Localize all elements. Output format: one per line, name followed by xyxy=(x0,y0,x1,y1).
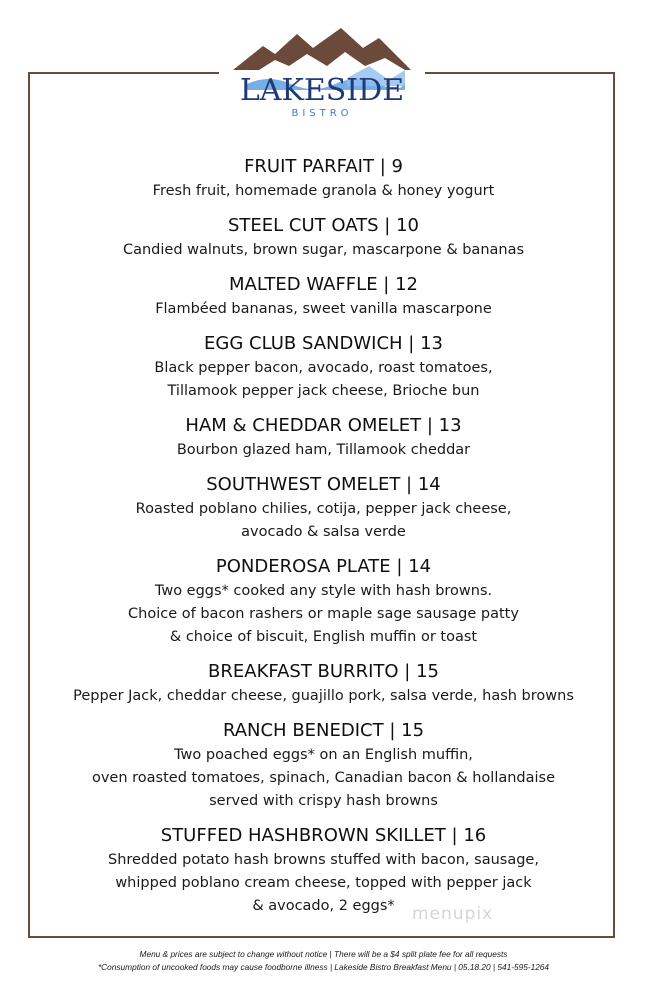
menu-item-title xyxy=(0,272,647,298)
menu-item-description: Bourbon glazed ham, Tillamook cheddar xyxy=(176,442,471,458)
price-separator: | xyxy=(402,333,421,354)
price-separator: | xyxy=(445,825,464,846)
price-separator: | xyxy=(378,215,397,236)
menu-item-name: MALTED WAFFLE xyxy=(228,274,378,295)
menu-item-price: 15 xyxy=(416,661,439,682)
menu-item-description: Flambéed bananas, sweet vanilla mascarpone xyxy=(155,301,492,317)
menu-item-description: Shredded potato hash browns stuffed with bacon, sausage, xyxy=(108,852,539,868)
menu-item-price: 13 xyxy=(438,415,462,436)
menu-item-title xyxy=(0,413,647,439)
price-separator: | xyxy=(373,156,392,177)
price-separator: | xyxy=(390,556,409,577)
menu-item xyxy=(0,331,647,403)
price-separator: | xyxy=(398,661,417,682)
menu-item-name: SOUTHWEST OMELET xyxy=(206,474,401,495)
menu-item-price: 15 xyxy=(401,720,425,741)
menu-item-description: Black pepper bacon, avocado, roast tomatoes, xyxy=(154,360,493,376)
menu-item-name: BREAKFAST BURRITO xyxy=(208,661,399,682)
menu-item-description: oven roasted tomatoes, spinach, Canadian bacon & hollandaise xyxy=(91,770,556,786)
footer-line-2: *Consumption of uncooked foods may cause foodborne illness | Lakeside Bistro Breakfast Menu | 05.18.20 | 541-595-1264 xyxy=(97,962,550,972)
menu-item xyxy=(0,472,647,544)
menu-item-name: HAM & CHEDDAR OMELET xyxy=(185,415,422,436)
menu-item xyxy=(0,413,647,462)
menu-item xyxy=(0,718,647,813)
menu-item-title xyxy=(0,823,647,849)
price-separator: | xyxy=(377,274,396,295)
menu-item-description: whipped poblano cream cheese, topped with pepper jack xyxy=(115,875,532,891)
menu-item-title xyxy=(0,472,647,498)
watermark: menupix xyxy=(412,904,494,924)
menu-item-title xyxy=(0,331,647,357)
menu-list xyxy=(0,154,647,918)
menu-item-description: Candied walnuts, brown sugar, mascarpone & bananas xyxy=(122,242,525,258)
menu-item-description: & choice of biscuit, English muffin or toast xyxy=(169,629,478,645)
menu-item-name: PONDEROSA PLATE xyxy=(215,556,391,577)
logo-subtitle: BISTRO xyxy=(291,108,353,119)
menu-item-description: avocado & salsa verde xyxy=(241,524,406,540)
menu-item-description: Pepper Jack, cheddar cheese, guajillo pork, salsa verde, hash browns xyxy=(73,688,574,704)
menu-item-title xyxy=(0,554,647,580)
logo xyxy=(219,26,425,130)
menu-item-name: STUFFED HASHBROWN SKILLET xyxy=(160,825,446,846)
menu-item xyxy=(0,154,647,203)
menu-item-title xyxy=(0,659,647,685)
menu-item-name: FRUIT PARFAIT xyxy=(244,156,374,177)
footer xyxy=(0,948,647,974)
menu-item-name: STEEL CUT OATS xyxy=(228,215,379,236)
menu-item-description: Two eggs* cooked any style with hash browns. xyxy=(154,583,493,599)
menu-item xyxy=(0,659,647,708)
menu-item-price: 12 xyxy=(395,274,418,295)
menu-item-name: EGG CLUB SANDWICH xyxy=(204,333,403,354)
menu-item-description: Fresh fruit, homemade granola & honey yogurt xyxy=(152,183,495,199)
menu-item-price: 16 xyxy=(463,825,487,846)
menu-item-description: served with crispy hash browns xyxy=(209,793,438,809)
menu-item xyxy=(0,213,647,262)
menu-item-description: Roasted poblano chilies, cotija, pepper jack cheese, xyxy=(135,501,512,517)
logo-name: LAKESIDE xyxy=(239,73,405,108)
menu-item-price: 10 xyxy=(396,215,419,236)
menu-item xyxy=(0,554,647,649)
footer-line-1: Menu & prices are subject to change without notice | There will be a $4 split plate fee for all requests xyxy=(139,949,508,959)
menu-item-title xyxy=(0,718,647,744)
menu-item-description: Two poached eggs* on an English muffin, xyxy=(174,747,473,763)
menu-item-price: 13 xyxy=(420,333,443,354)
menu-item-price: 14 xyxy=(408,556,432,577)
menu-item-description: & avocado, 2 eggs* xyxy=(252,898,395,914)
menu-item xyxy=(0,823,647,918)
price-separator: | xyxy=(421,415,439,436)
price-separator: | xyxy=(400,474,418,495)
menu-item-title xyxy=(0,154,647,180)
menu-item-description: Choice of bacon rashers or maple sage sausage patty xyxy=(128,606,519,622)
menu-item xyxy=(0,272,647,321)
menu-item-price: 14 xyxy=(417,474,441,495)
menu-item-title xyxy=(0,213,647,239)
price-separator: | xyxy=(383,720,402,741)
menu-item-price: 9 xyxy=(391,156,403,177)
menu-item-description: Tillamook pepper jack cheese, Brioche bun xyxy=(167,383,480,399)
menu-item-name: RANCH BENEDICT xyxy=(222,720,384,741)
